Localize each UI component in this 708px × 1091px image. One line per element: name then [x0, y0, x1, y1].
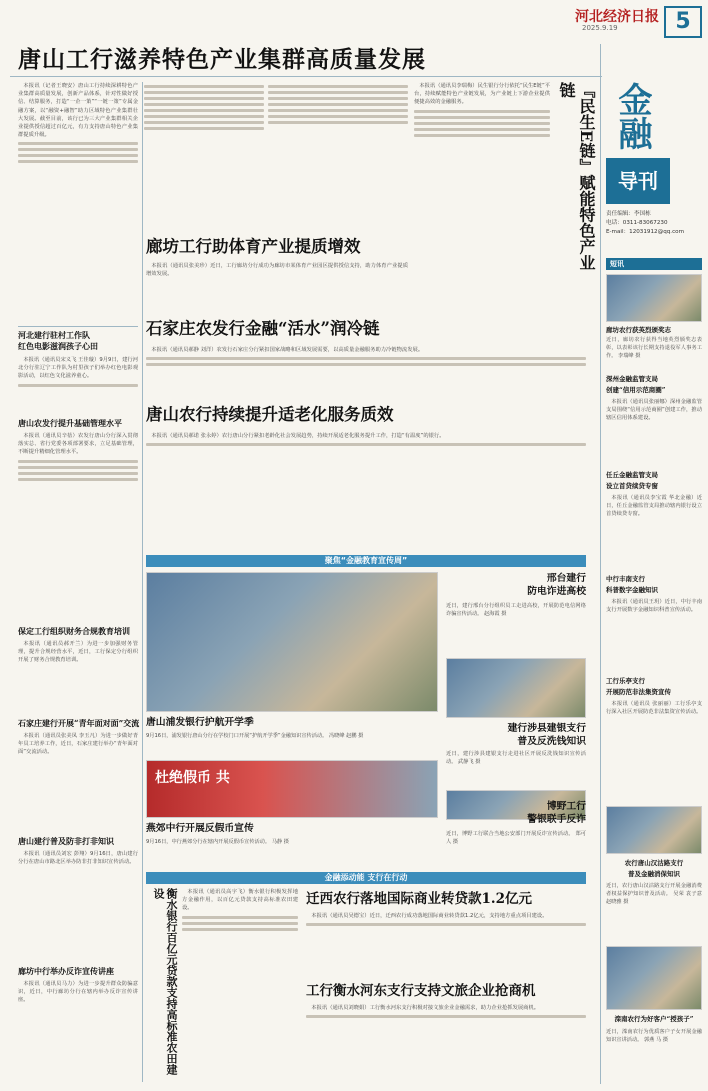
text-line — [144, 109, 264, 112]
langfang-abc-brief — [606, 336, 702, 368]
tangshan-adbc-headline: 唐山农发行提升基础管理水平 — [18, 418, 122, 428]
hangu-headline: 农行唐山汉沽路支行 普及金融消保知识 — [624, 859, 684, 878]
text-line — [414, 110, 550, 113]
text-line — [144, 127, 264, 130]
editor-info — [606, 210, 702, 237]
top-blank-header — [22, 8, 542, 34]
yanjiao-headline: 燕郊中行开展反假币宣传 — [146, 823, 254, 834]
yanjiao-caption — [146, 838, 438, 858]
page-number: 5 — [664, 6, 702, 38]
shexian-credit: 武静飞 摄 — [458, 759, 481, 765]
section-subname: 导刊 — [606, 158, 670, 204]
text-line — [144, 103, 264, 106]
hangu-credit: 吴荣 袁子意 赵晓雅 摄 — [606, 891, 702, 905]
langfang-abc-brief-text: 近日，廊坊农行获得当地英烈颁奖志表彰，以表彰该行长期支持退役军人事务工作。 — [606, 337, 702, 359]
lead-article-col2 — [144, 82, 264, 232]
column-divider — [142, 82, 143, 1082]
fengnan-boc-headline: 中行丰南支行 科普数字金融知识 — [606, 575, 658, 594]
luannan-caption — [606, 1028, 702, 1084]
hengshui-icbc-headline: 工行衡水河东支行支持文旅企业抢商机 — [306, 983, 536, 999]
sjz-ccb-text: 本报讯（通讯员张美凤 李玉凡）为进一步做好青年员工培养工作，近日，石家庄建行举办“青年面对面”交流活动。 — [18, 733, 138, 756]
shexian-headline: 建行涉县建银支行 普及反洗钱知识 — [507, 723, 586, 747]
shenzhou-article — [606, 398, 702, 464]
hengshui-icbc-article — [306, 1004, 586, 1084]
pufa-photo — [146, 572, 438, 712]
xingtai-ccb-caption-text: 近日，建行邢台分行组织员工走进高校，开展防范电信网络诈骗宣传活动。 — [446, 603, 586, 617]
text-line — [18, 160, 138, 163]
langfang-icbc-headline: 廊坊工行助体育产业提质增效 — [146, 237, 361, 256]
qianxi-abc-headline: 迁西农行落地国际商业转贷款1.2亿元 — [306, 891, 532, 907]
renqiu-headline: 任丘金融监管支局 设立首贷续贷专窗 — [606, 471, 658, 490]
main-headline: 唐山工行滋养特色产业集群高质量发展 — [18, 46, 426, 73]
text-line — [268, 91, 408, 94]
editor-email: E-mail：12031912@qq.com — [606, 229, 685, 235]
text-line — [18, 148, 138, 151]
tangshan-abc-text: 本报讯（通讯员郝诺 张永婷）农行唐山分行紧扣老龄化社会发展趋势，持续开展适老化服务提升工作，打造“有温度”的银行。 — [151, 433, 445, 439]
editor: 责任编辑：李国栋 — [606, 211, 651, 217]
luannan-credit: 郭燕 马 摄 — [643, 1037, 669, 1043]
editor-phone: 电话：0311-83067230 — [606, 220, 668, 226]
baoding-icbc-article — [18, 640, 138, 710]
langfang-abc-brief-headline: 廊坊农行获英烈颁奖志 — [606, 326, 671, 334]
sjz-ccb-article — [18, 732, 138, 832]
newspaper-name: 河北经济日报 — [575, 9, 659, 25]
laoting-icbc-text: 本报讯（通讯员 张丽丽）工行乐亭支行深入社区开展防范非法集资宣传活动。 — [606, 701, 702, 716]
langfang-boc-headline: 廊坊中行举办反诈宣传讲座 — [18, 966, 114, 976]
text-line — [414, 122, 550, 125]
qianxi-abc-text: 本报讯（通讯员吴德宝）近日，迁西农行成功落地国际商业转贷款1.2亿元，支持地方重点项目建设。 — [311, 913, 548, 919]
hebei-ccb-headline: 河北建行驻村工作队 红色电影滋润孩子心田 — [18, 330, 98, 351]
tangshan-ccb-article — [18, 850, 138, 962]
text-line — [144, 121, 264, 124]
shenzhou-headline: 深州金融监管支局 创建“信用示范商圈” — [606, 375, 666, 394]
text-line — [182, 922, 298, 925]
tangshan-adbc-article — [18, 432, 138, 608]
sjz-adbc-text: 本报讯（通讯员郝静 刘洋）农发行石家庄分行紧扣国家战略和区域发展需要，以高质量金融服务助力冷链物流发展。 — [151, 347, 424, 353]
langfang-abc-credit: 李瑞峰 摄 — [618, 353, 641, 359]
text-line — [182, 916, 298, 919]
text-line — [18, 478, 138, 481]
tangshan-adbc-text: 本报讯（通讯员辛蓓）农发行唐山分行深入贯彻落实总、省行党委各项部署要求，立足基础管理，不断提升精细化管理水平。 — [18, 433, 138, 456]
hengshui-bank-text: 本报讯（通讯员高宇飞）衡水银行积极发挥地方金融作用，以百亿元贷款支持高标准农田建设。 — [182, 889, 298, 912]
tangshan-abc-headline: 唐山农行持续提升适老化服务质效 — [146, 405, 394, 424]
laoting-icbc-headline: 工行乐亭支行 开展防范非法集资宣传 — [606, 677, 671, 696]
text-line — [144, 115, 264, 118]
text-line — [414, 128, 550, 131]
hangu-caption-text: 近日，农行唐山汉沽路支行开展金融消费者权益保护知识普及活动。 — [606, 883, 702, 897]
luannan-photo — [606, 946, 702, 1010]
text-line — [306, 1015, 586, 1018]
baoding-icbc-text: 本报讯（通讯员郝开兰）为进一步加强财务管理，提升合规经营水平，近日，工行保定分行组织开展了财务合规教育培训。 — [18, 641, 138, 664]
text-line — [144, 91, 264, 94]
branch-action-banner: 金融添动能 支行在行动 — [146, 872, 586, 884]
pufa-caption — [146, 732, 438, 752]
text-line — [146, 443, 586, 446]
photo-banner-text: 杜绝假币 共 — [155, 770, 230, 786]
renqiu-article — [606, 494, 702, 566]
renqiu-text: 本报讯（通讯员李宝霞 华北金融）近日，任丘金融监管支局推动辖内银行设立首贷续贷专窗。 — [606, 495, 702, 518]
text-line — [268, 109, 408, 112]
lead-article-col1 — [18, 82, 138, 322]
divider — [10, 76, 602, 77]
fengnan-boc-article — [606, 598, 702, 670]
fengnan-boc-text: 本报讯（通讯员王玥）近日，中行丰南支行开展数字金融知识科普宣传活动。 — [606, 599, 702, 614]
text-line — [18, 466, 138, 469]
xingtai-ccb-headline: 邢台建行 防电诈进高校 — [527, 573, 586, 597]
brief-label: 短讯 — [606, 258, 702, 270]
boye-caption — [446, 830, 586, 866]
langfang-boc-article — [18, 980, 138, 1084]
text-line — [306, 923, 586, 926]
xingtai-ccb-credit: 赵海霞 摄 — [483, 611, 507, 617]
hengshui-bank-article — [182, 888, 298, 1084]
text-line — [268, 115, 408, 118]
text-line — [18, 154, 138, 157]
tangshan-ccb-headline: 唐山建行普及防非打非知识 — [18, 836, 114, 846]
baoding-icbc-headline: 保定工行组织财务合规教育培训 — [18, 626, 130, 636]
text-line — [18, 142, 138, 145]
financial-education-banner: 聚焦“金融教育宣传周” — [146, 555, 586, 567]
hebei-ccb-text: 本报讯（通讯员宋义飞 王佳璇）9月9日，建行河北分行驻辽宁工作队为村里孩子们举办红色电影观影活动，以红色文化滋养童心。 — [18, 357, 138, 380]
langfang-abc-photo — [606, 274, 702, 322]
laoting-icbc-article — [606, 700, 702, 800]
hengshui-bank-vertical-headline: 衡水银行百亿元贷款支持高标准农田建设 — [152, 888, 178, 1075]
text-line — [268, 103, 408, 106]
section-name — [612, 82, 652, 157]
section-name-text: 金融 — [612, 82, 652, 150]
luannan-caption-text: 近日，滦南农行为优质客户子女开展金融知识宣讲活动。 — [606, 1029, 702, 1043]
text-line — [268, 97, 408, 100]
minsheng-text: 本报讯（通讯员李瑞梅）民生银行分行依托“民生E链”平台，持续赋能特色产业链发展，为产业链上下游企业提供便捷高效的金融服务。 — [414, 83, 550, 106]
langfang-icbc-article — [146, 262, 408, 306]
text-line — [18, 384, 138, 387]
tangshan-abc-article — [146, 432, 586, 476]
text-line — [144, 97, 264, 100]
shenzhou-text: 本报讯（通讯员张丽娜）深州金融监管支局围绕“信用示范商圈”创建工作，推动辖区信用体系建设。 — [606, 399, 702, 422]
minsheng-vertical-headline: 『民生E链』赋能特色产业链 — [557, 82, 596, 271]
hangu-photo — [606, 806, 702, 854]
hengshui-icbc-text: 本报讯（通讯员刘晓娟）工行衡水河东支行积极对接文旅企业金融需求，助力企业抢抓发展商机。 — [311, 1005, 540, 1011]
column-divider — [600, 44, 601, 1084]
hebei-ccb-article — [18, 356, 138, 412]
tangshan-ccb-text: 本报讯（通讯员刘宏 彭翔）9月16日，唐山建行分行在唐山市路北区举办防非打非知识宣传活动。 — [18, 851, 138, 866]
qianxi-abc-article — [306, 912, 586, 976]
text-line — [414, 134, 550, 137]
text-line — [146, 363, 586, 366]
shexian-caption — [446, 750, 586, 790]
minsheng-article — [414, 82, 550, 262]
yanjiao-caption-text: 9月16日，中行燕郊分行在辖内开展反假币宣传活动。 — [146, 839, 271, 845]
sjz-ccb-headline: 石家庄建行开展“青年面对面”交流 — [18, 718, 140, 728]
langfang-boc-text: 本报讯（通讯员马力）为进一步提升群众防骗意识，近日，中行廊坊分行在辖内举办反诈宣传讲座。 — [18, 981, 138, 1004]
langfang-icbc-text: 本报讯（通讯员张美珍）近日，工行廊坊分行成功为廊坊市某体育产业园区提供授信支持，助力体育产业提质增效发展。 — [146, 263, 408, 278]
text-line — [268, 85, 408, 88]
boye-headline: 博野工行 警银联手反诈 — [527, 801, 586, 825]
text-line — [18, 472, 138, 475]
text-line — [146, 357, 586, 360]
shexian-photo — [446, 658, 586, 718]
boye-credit: 郑可人 摄 — [446, 831, 586, 845]
xingtai-ccb-caption — [446, 602, 586, 652]
text-line — [144, 85, 264, 88]
text-line — [18, 460, 138, 463]
sjz-adbc-article — [146, 346, 586, 396]
shexian-caption-text: 近日，建行涉县建银支行走进社区开展反洗钱知识宣传活动。 — [446, 751, 586, 765]
pufa-headline: 唐山浦发银行护航开学季 — [146, 717, 254, 728]
pufa-credit: 冯晓峰 赵鹏 摄 — [328, 733, 364, 739]
sjz-adbc-headline: 石家庄农发行金融“活水”润冷链 — [146, 319, 380, 338]
pufa-caption-text: 9月16日，浦发银行唐山分行在学校门口开展“护航开学季”金融知识宣传活动。 — [146, 733, 328, 739]
text-line — [414, 116, 550, 119]
yanjiao-photo — [146, 760, 438, 818]
divider — [18, 326, 138, 327]
text-line — [268, 121, 408, 124]
hangu-caption — [606, 882, 702, 938]
lead-article-text: 本报讯（记者王晓安）唐山工行持续深耕特色产业集群高质量发展，创新产品体系，针对性做好授信、结算服务，打造“一企一策”“一链一策”专属金融方案，以“融资+融智”助力区域特色产业集群壮大发展。截至目前，该行已为三大产业集群相关企业提供授信超过百亿元，有力支持唐山特色产业集群提质升级。 — [18, 83, 138, 139]
lead-article-col3 — [268, 82, 408, 232]
yanjiao-credit: 马静 摄 — [271, 839, 289, 845]
issue-date: 2025.9.19 — [582, 24, 618, 32]
text-line — [182, 928, 298, 931]
boye-caption-text: 近日，博野工行联合当地公安部门开展反诈宣传活动。 — [446, 831, 574, 837]
luannan-headline: 滦南农行为好客户“授孩子” — [614, 1015, 694, 1023]
